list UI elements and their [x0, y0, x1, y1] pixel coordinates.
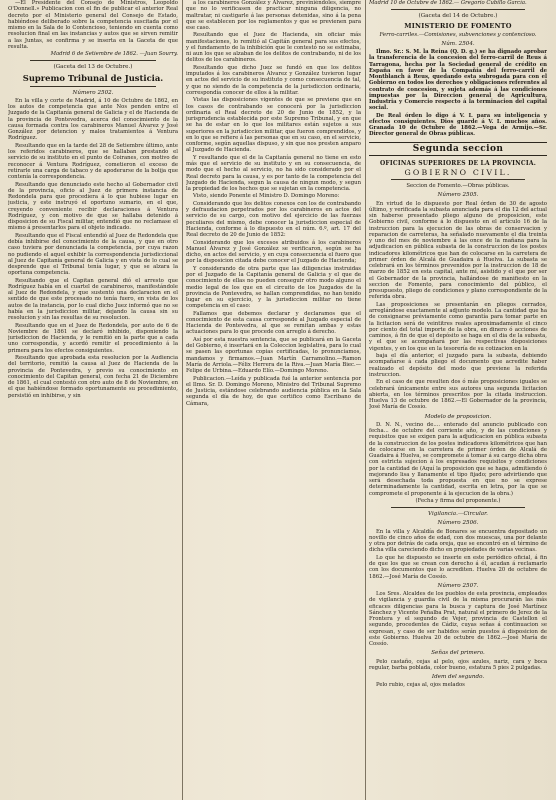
- paragraph: Visto, siendo Ponente el Ministro D. Domingo Moreno:: [193, 193, 340, 200]
- section-banner: Segunda seccion: [369, 142, 547, 156]
- paragraph: a los carabineros González y Álvarez, previniéndoles, siempre que no lo verificasen de practicar ninguna diligencia, no maltratar, ni castigarle á las personas detenidas, sino á la pena que se establecen por los reglamentos y que se previenen para ese caso.: [186, 0, 361, 31]
- paragraph: En el caso de que resulten dos ó más proposiciones iguales se celebrará únicamente entre sus autores una segunda licitacion abierta, en los términos prescritos por la citada instruccion. Huelva 13 de octubre de 1862.—El Gobernador de la provincia, José María de Cossío.: [369, 379, 547, 411]
- paragraph: Resultando que el Capitan general dió el arresto que Rodríguez había en el cuartel de carabineros, manifestándole al Juez de Redondela, y que sustentó una declaracion en el sentido de que este procesado no tenía fuero, en vista de los autos de la instancia, por lo cual dicho Juez informó que no se había en la jurisdiccion militar, dejando la causa sin su resolucion y sin las resultas de su resolucion.: [8, 277, 178, 322]
- offices-heading: OFICINAS SUPERIORES DE LA PROVINCIA.: [379, 159, 536, 167]
- paragraph: Resultando que dicho Juez se fundó en que los delitos imputados á los carabineros Álvarez y González tuvieron lugar en actos del servicio de su instituto y como consecuencia de tal, y que no siendo de la competencia de la jurisdiccion ordinaria, correspondía conocer de ellos á la militar.: [186, 64, 361, 96]
- divider: [391, 9, 525, 10]
- signature-line: Madrid 6 de Setiembre de 1862. —Juan Sourry.: [50, 51, 178, 58]
- subsection-title: Seccion de Fomento.—Obras públicas.: [406, 183, 510, 190]
- subsection-title: Vigilancia.—Circular.: [428, 511, 488, 518]
- paragraph: Publicacion.—Leída y publicada fué la anterior sentencia por el Ilmo. Sr. D. Domingo Moreno, Ministro del Tribunal Supremo de Justicia, estándose celebrando audiencia pública en la Sala segunda el día de hoy, de que certifico como Escribano de Cámara,: [186, 375, 361, 407]
- modelo-title: Modelo de proposicion.: [424, 413, 492, 420]
- paragraph: Resultando que en el Juez de Redondela, por auto de 6 de Noviembre de 1861 se declaró inhibido, disponiendo la jurisdiccion de Hacienda, y le remitió en la parte que a cada uno correspondía, y acordó remitir el procedimiento á la primera para los efectos consiguientes.: [8, 322, 178, 354]
- paragraph: Fallamos que debemos declarar y declaramos que el conocimiento de esta causa corresponde al Juzgado especial de Hacienda de Pontevedra, al que se remitan ambas y estas actuaciones para lo que procede con arreglo á derecho.: [186, 310, 361, 336]
- signature-line: Madrid 10 de Octubre de 1862.— Gregorio Cubillo García.: [369, 0, 527, 6]
- paragraph: Las proposiciones se presentarán en pliegos cerrados, arreglándose exactamente al adjunto modelo. La cantidad que ha de consignarse préviamente como garantía para tomar parte en la licitacion será de veintitres reales aproximadamente el cinco por ciento del total importe de la obra, en dinero ó acciones de caminos, á fin de que el depósito se haga en el dia de la subasta, y el que se acompañará por las respectivas disposiciones vigentes, y en los que en la tesorería de su cotizacion en la: [369, 301, 547, 352]
- divider: [30, 60, 156, 61]
- column-right: [369, 0, 547, 800]
- paragraph: En virtud de lo dispuesto por Real órden de 30 de agosto último, y verificada la subasta anunciada para el dia 12 del actual sin haberse presentado pliego alguno de proposicion, este Gobierno civil, conforme á lo dispuesto en el artículo 16 de la instruccion para la ejecucion de las obras de conservacion y reparacion de carreteras, ha señalado nuevamente el dia treinta y uno del mes de noviembre á las once de la mañana para la adjudicacion en pública subasta de la construccion de los postes indicadores kilométricos que han de colocarse en la carretera de primer órden de Alcalá de Guadaira á Huelva. La subasta se celebrará en los términos prevenidos por la instruccion de 18 de marzo de 1852 en esta capital, ante mí, asistido y el que por ser el Gobernador de la provincia, hallándose de manifiesto en la seccion de Fomento, para conocimiento del público, el presupuesto, pliego de condiciones y plano correspondiente de la referida obra.: [369, 200, 547, 301]
- gaceta-date: (Gaceta del 13 de Octubre.): [53, 64, 133, 71]
- divider: [391, 507, 525, 508]
- paragraph: Ilmo. Sr.: S. M. la Reina (Q. D. g.) se ha dignado aprobar la transferencia de la concesion del ferro-carril de Reus á Tarragona, hecha por la Sociedad general de crédito en España en favor de la Compañía del ferro-carril de Montblanch á Reus, quedando esta subrogada para con el Gobierno en todos los derechos y obligaciones referentes al contrato de concesion, y sujeta además á las condiciones impuestas por la Direccion general de Agricultura, Industria y Comercio respecto á la terminacion del capital social.: [369, 49, 547, 112]
- item-number: Número 2502.: [72, 89, 114, 96]
- paragraph: baja el día anterior, el juzgado para la subasta, debiendo acompañarse á cada pliego el documento que acredite haber realizado el depósito del modo que previene la referida instruccion.: [369, 353, 547, 378]
- paragraph: Así por esta nuestra sentencia, que se publicará en la Gaceta del Gobierno, é insertará en la Coleccion legislativa, para lo cual se pasen las oportunas copias certificadas, lo pronunciamos, mandamos y firmamos.—Juan Martín Carramolino.—Ramon María de Arriola.—Félix Herrera de la Riva.—Juan María Biec.—Felipe de Urbina.—Eduardo Elío.—Domingo Moreno.: [186, 336, 361, 375]
- paragraph: En la villa y Alcaldía de Bonares se encuentra depositado un novillo de cinco años de edad, con dos muescas, una por delante y otra por detrás de cada oreja, que se encontró en el término de dicha villa careciendo dicho en propiedades de varias vecinas.: [369, 528, 547, 554]
- paragraph: —El Presidente del Consejo de Ministros, Leopoldo O'Donnell.» Publicacion con el fin de publicar el anterior Real decreto por el Ministerio general del Consejo de Estado, habiéndose deliberado sobre la competencia suscitada por el mismo en la Sala de lo Contencioso, teniendo en cuenta como resolucion final en las instancias y autos que se sirven remitir a las Juntas, se confirma y se inserta en la Gaceta de que resulta.: [8, 0, 178, 50]
- paragraph: Resultando que aprobada esta resolucion por la Audiencia del territorio, remitió la causa al Juez de Hacienda de la provincia de Pontevedra, y previo su conocimiento en conocimiento del Capitan general, con fecha 21 de Diciembre de 1861, el cual contestó con otro auto de 8 de Noviembre, en el que habiéndose formado oportunamente su procedimiento, persistió en inhibirse, y sin: [8, 355, 178, 399]
- ministry-heading: MINISTERIO DE FOMENTO: [404, 21, 512, 30]
- gaceta-date: (Gaceta del 14 de Octubre.): [418, 13, 498, 20]
- paragraph: Resultando que en la tarde del 28 de Setiembre último, ante los referidos carabineros, que se hallaban prestando el servicio de su instituto en el punto de Coiranes, con motivo de reconocer á Ventura Rodríguez, cometieron el exceso de retirarle una carga de tabaco y de apoderarse de la bolija que contenía la correspondencia.: [8, 142, 178, 181]
- gobierno-heading: GOBIERNO CIVIL.: [404, 167, 512, 177]
- column-left: [8, 0, 178, 800]
- column-middle: [186, 0, 361, 800]
- item-number: Núm. 2504.: [441, 40, 475, 47]
- paragraph: Considerando que los excesos atribuidos á los carabineros Manuel Álvarez y José González se verificaron, según se ha dicho, en actos del servicio, y en cuya consecuencia el fuero que por la disposicion citada debe conocer el Juzgado de Hacienda;: [186, 239, 361, 265]
- paragraph: Y considerando de otra parte que las diligencias instruidas por el Juzgado de la Capitanía general de Galicia y el que de conocimiento de ellas no pueden conseguir otro modo alguno el medio legal de los que en el circuito de los Juzgados de la provincia de Pontevedra, se hallan comprendidas, no han tenido lugar en su ejercicio, y la jurisdiccion militar no tiene competencia en el caso:: [186, 265, 361, 310]
- divider: [30, 86, 156, 87]
- paragraph: Resultando que el Fiscal entendió al Juez de Redondela que debía inhibirse del conocimiento de la causa, y que en otro caso tuviera por denunciada la competencia, por cuya razon no pudiendo el aquel exhibir la correspondencia jurisdiccional al Juez de Capitanía general de Galicia y en vista de lo cual se desprende que el Tribunal tenía lugar, y que se alzara la oportuna competencia.: [8, 232, 178, 277]
- paragraph: Considerando que los delitos conexos con los de contrabando y defraudacion perpetrados por los carabineros en actos del servicio de su cargo, con motivo del ejercicio de las fuerzas peculiares del mismo, debe conocer la jurisdiccion especial de Hacienda, conforme á lo dispuesto en el núm. 6.º, art. 17 del Real decreto de 20 de Junio de 1852:: [186, 200, 361, 239]
- item-number: Número 2506.: [437, 520, 479, 527]
- item-number: Número 2507.: [437, 582, 479, 589]
- paragraph: Pelo castaño, cejas al pelo, ojos azules, nariz, cara y boca regular, barba poblada, color bueno, estatura 5 pies 2 pulgadas.: [369, 658, 547, 671]
- paragraph: Y resultando que el de la Capitanía general no tiene en esto más que el servicio de su instituto y en su consecuencia, de modo que el hecho al servicio, no ha sido considerado por el Real decreto para la causa, y es por tanto de la competencia del Juzgado de Hacienda, segun la causa de ningun modo, y segun la propiedad de los hechos que se sujetan en la competencia.: [186, 154, 361, 192]
- divider: [391, 179, 525, 180]
- item-number: Número 2505.: [437, 192, 479, 199]
- paragraph: Resultando que denunciado este hecho al Gobernador civil de la provincia, oficio al Juez de primera instancia de Redondela para que procediera á lo que hubiese lugar en justicia, y este instruyó el oportuno sumario, en el que, creyendo conveniente recibir declaraciones á Ventura Rodríguez, y con motivo de que se hallaba detenido á disposicion de su Fiscal militar, entendió que no reclamase el mismo á presentarlos para el objeto indicado.: [8, 181, 178, 232]
- paragraph: De Real órden lo digo á V. I. para su inteligencia y efectos consiguientes. Dios guarde á V. I. muchos años. Granada 10 de Octubre de 1862.—Vega de Armijo.—Sr. Director general de Obras públicas.: [369, 112, 547, 138]
- section-heading: Supremo Tribunal de Justicia.: [22, 72, 164, 83]
- subheading: Ferro-carriles.—Comisiones, subvenciones y contencioso.: [379, 31, 537, 38]
- paragraph: Lo que he dispuesto se inserte en este periódico oficial, á fin de que los que se crean con derecho á él, acudan á reclamarlo con los documentos que lo acrediten. Huelva 20 de octubre de 1862.—José María de Cossío.: [369, 554, 547, 580]
- senas-title: Idem del segundo.: [431, 674, 485, 681]
- paragraph: Resultando que el Juez de Hacienda, sin oficiar más manifestaciones, lo remitió al Capitán general para sus efectos, y el fundamento de la inhibición que le contestó no se estimaba, ni aun los que se alzaban de los delitos de contrabando, ni de los delitos de los carabineros.: [186, 32, 361, 64]
- column-divider: [365, 0, 366, 800]
- paragraph: D. N. N., vecino de.... enterado del anuncio publicado con fecha... de octubre del corriente año, y de las condiciones y requisitos que se exigen para la adjudicacion en pública subasta de la construccion de los postes indicadores kilométricos que han de colocarse en la carretera de primer órden de Alcalá de Guadaira á Huelva, se compromete á tomar á su cargo dicha obra con estricta sujecion á los expresados requisitos y condiciones por la cantidad de (Aquí la proposicion que se haga, admitiendo ó mejorando lisa y llanamente el tipo fijado; pero advirtiendo que será desechada toda propuesta en que no se exprese determinadamente la cantidad, escrita en letra, por la que se compromete el proponente á la ejecucion de la obra.): [369, 421, 547, 497]
- senas-title: Señas del primero.: [431, 650, 485, 657]
- fecha-line: (Fecha y firma del proponente.): [415, 497, 501, 504]
- paragraph: Pelo rubio, cejas al, ojos melados: [376, 682, 465, 689]
- column-divider: [182, 0, 183, 800]
- paragraph: En la villa y corte de Madrid, á 10 de Octubre de 1862, en los autos de competencia que ante Nos penden entre el Juzgado de la Capitanía general de Galicia y el de Hacienda de la provincia de Pontevedra, acerca del conocimiento de la causa formada contra los carabineros Manuel Álvarez y José González por detencion y malos tratamientos á Ventura Rodríguez.: [8, 97, 178, 142]
- paragraph: Vistas las disposiciones vigentes de que se previene que en los casos de contrabando se conocerá por la jurisdiccion ordinaria el Real decreto de 20 de Junio de 1852, y la jurisprudencia establecida por este Supremo Tribunal, y en que se ha de estar en lo que los militares están sujetos a sus superiores en la jurisdiccion militar, que fueron comprendidos, y en lo que se refiere á las personas que en su caso, en el servicio, conforme, según aquellas dispuso, y sin que nos presten amparo al Juzgado de Hacienda.: [186, 97, 361, 154]
- paragraph: Los Sres. Alcaldes de los pueblos de esta provincia, empleados de vigilancia y guardia civil de la misma procurarán las más eficaces diligencias para la busca y captura de José Martínez Sánchez y Vicente Peñalba Prat, natural el primero de Jerez de la Frontera y el segundo de Vejer, provincia de Castellon el segundo, procedentes de Cádiz, cuyas señas á continuacion se expresan, y caso de ser habidos serán puestos á disposicion de este Gobierno. Huelva 20 de octubre de 1862.—José María de Cossío.: [369, 591, 547, 648]
